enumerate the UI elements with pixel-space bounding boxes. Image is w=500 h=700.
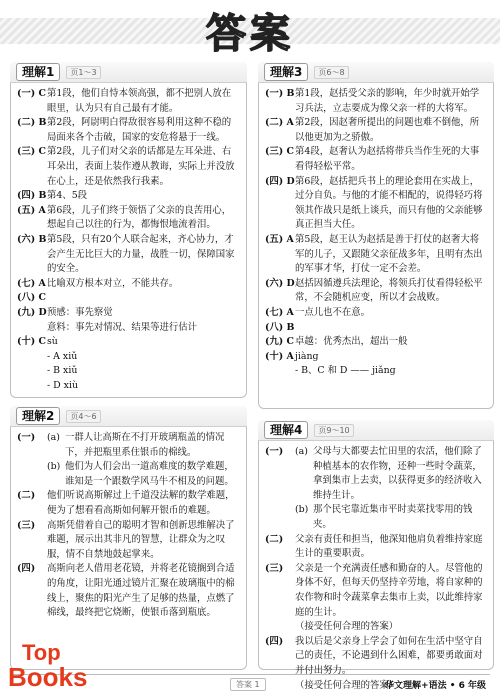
section-comprehension-1	[10, 62, 247, 398]
option-mark: - D	[47, 379, 61, 391]
answer-item	[265, 87, 487, 116]
answer-item	[17, 291, 240, 306]
page-header	[0, 0, 500, 60]
page-range-badge: 页6～8	[314, 66, 348, 79]
page-range-badge: 页9～10	[314, 424, 353, 437]
subitem-mark: (b)	[295, 504, 309, 516]
answer-mark: (二) B	[17, 117, 47, 129]
answer-list	[259, 87, 493, 383]
answer-item	[265, 562, 487, 620]
answer-text: 第2段，儿子们对父亲的话都是左耳朵进、右耳朵出，表面上装作遵从教诲，实际上并没放在心上，还是依然我行我素。	[47, 146, 235, 187]
answer-item	[265, 533, 487, 562]
answer-mark: (一) C	[17, 88, 46, 99]
answer-mark: (四)	[17, 563, 36, 575]
answer-mark: (四)	[265, 635, 284, 647]
option-mark: - B	[47, 365, 61, 377]
page-number: 答案 1	[230, 678, 266, 691]
section-header	[258, 420, 494, 441]
answer-mark: (三) C	[265, 146, 294, 158]
answer-text	[295, 321, 487, 336]
answer-mark: (三) C	[17, 146, 46, 158]
option-text: xiǔ	[62, 350, 78, 362]
answer-text: 预感：事先察觉	[47, 306, 113, 318]
answer-item	[17, 431, 240, 489]
section-comprehension-2	[10, 406, 247, 670]
section-header	[10, 62, 247, 83]
answer-item	[17, 519, 240, 563]
answer-item	[265, 306, 487, 321]
answer-sublist	[295, 445, 487, 533]
answer-mark: (二)	[265, 533, 284, 545]
answer-mark: (十) A	[265, 350, 294, 362]
subitem-text: 他们为人们会出一道高难度的数学难题，谁知是一个跟数学风马牛不相及的问题。	[65, 461, 234, 487]
section-label: 理解3	[264, 63, 308, 81]
answer-list	[11, 431, 246, 625]
answer-text	[47, 291, 240, 306]
topbooks-watermark-logo	[8, 640, 148, 692]
subitem-mark: (a)	[295, 446, 308, 457]
answer-mark: (五) A	[265, 233, 294, 245]
subitem-mark: (a)	[47, 432, 60, 443]
answer-pinyin: sù	[47, 336, 58, 348]
answer-mark: (四) D	[265, 175, 295, 187]
answer-mark: (二) A	[265, 117, 294, 129]
answer-mark: (八) C	[17, 292, 46, 304]
answer-text: 第2段，阿尉明白得敌很容易利用这种不稳的局面来各个击破，国家的安危将悬于一线。	[47, 117, 232, 143]
page-range-badge: 页4～6	[66, 410, 100, 423]
section-label: 理解1	[16, 63, 60, 81]
answer-mark: (四) B	[17, 190, 47, 202]
answer-item	[265, 335, 487, 350]
answer-text: 高斯凭借着自己的聪明才智和创新思维解决了难题，展示出其非凡的智慧，让群众为之叹服，情不自禁地鼓起掌来。	[47, 519, 235, 560]
answer-text: 比喻双方根本对立，不能共存。	[47, 277, 179, 289]
answer-mark: (三)	[265, 562, 284, 574]
answer-mark: (十) C	[17, 336, 46, 348]
pinyin-option: - B、C 和 D —— jiǎng	[295, 365, 396, 377]
option-text: xiǔ	[63, 365, 78, 377]
answer-subitem	[295, 503, 487, 532]
answer-mark: (一)	[265, 446, 284, 457]
answer-mark: (六) D	[265, 277, 295, 289]
answer-text: 我以后是父亲身上学会了如何在生活中坚守自己的责任，不论遇到什么困难，都要勇敢面对并付出努力。	[295, 635, 483, 676]
answer-mark: (七) A	[17, 277, 46, 289]
answer-item	[265, 350, 487, 365]
answer-text: 第5段，赵王认为赵括是善于打仗的赵奢大将军的儿子，又跟随父亲征战多年，且明有杰出的军事才华，打仗一定不会差。	[295, 233, 483, 275]
answer-item	[265, 277, 487, 306]
section-header	[258, 62, 494, 83]
subitem-text: 父母与大都要去忙田里的农活，他们除了种植基本的农作物，还种一些时令蔬菜，拿到集市上去卖，以获得更多的经济收入维持生计。	[313, 446, 482, 501]
answer-mark: (三)	[17, 519, 36, 531]
option-mark: - A	[47, 350, 60, 362]
page-range-badge: 页1～3	[66, 66, 100, 79]
section-label: 理解4	[264, 421, 308, 439]
answer-mark: (一) B	[265, 88, 295, 99]
subitem-text: 一群人让高斯在不打开玻璃瓶盖的情况下，并把瓶里系住银币的棉线。	[65, 432, 225, 458]
answer-mark: (二)	[17, 490, 36, 502]
answer-text: 第4段，赵奢认为赵括将带兵当作生死的大事看得轻松平常。	[295, 146, 480, 172]
answer-text: 高斯向老人借用老花镜，并将老花镜搁到合适的角度，让阳光通过镜片汇聚在玻璃瓶中的棉线上，聚焦的阳光产生了足够的热量，点燃了棉线，最终把它烧断，使银币落到瓶底。	[47, 563, 235, 619]
page-title: 答案	[206, 11, 294, 57]
answer-text: 一点儿也不在意。	[295, 306, 371, 318]
answer-text: 他们听说高斯解过上千道没法解的数学难题，便为了想看看高斯如何解开银币的难题。	[47, 490, 235, 516]
answer-text: 第2段，因赵奢所提出的问题也难不倒他，所以他更加为之骄傲。	[295, 117, 480, 143]
answer-item	[17, 489, 240, 518]
answer-mark: (一)	[17, 432, 36, 443]
answer-item	[265, 445, 487, 533]
answer-item	[17, 562, 240, 620]
answer-text: 父亲有责任和担当，他深知他肩负着维持家庭生计的重要职责。	[295, 533, 483, 560]
answer-item	[17, 233, 240, 277]
answer-pinyin: jiàng	[295, 350, 319, 362]
answer-subitem	[47, 460, 240, 489]
answer-mark: (八) B	[265, 321, 295, 333]
answer-item	[265, 145, 487, 174]
option-text: xiù	[63, 379, 78, 391]
answer-note: （接受任何合理的答案）	[295, 679, 399, 691]
answer-note: （接受任何合理的答案）	[295, 621, 399, 633]
answer-item	[17, 277, 240, 292]
answer-extra-line: 意料：事先对情况、结果等进行估计	[47, 321, 198, 333]
pinyin-option	[17, 350, 240, 365]
section-label: 理解2	[16, 407, 60, 425]
answer-item	[17, 335, 240, 350]
answer-item	[17, 145, 240, 189]
subitem-mark: (b)	[47, 461, 61, 473]
pinyin-option	[17, 379, 240, 394]
answer-text: 父亲是一个充满责任感和勤奋的人。尽管他的身体不好，但每天仍坚持辛劳地，将自家种的农作物和时令蔬菜拿去集市上卖，以此维持家庭的生计。	[295, 562, 483, 618]
answer-text: 第4、5段	[47, 190, 88, 202]
answer-mark: (七) A	[265, 306, 294, 318]
answer-text: 第6段，赵括把兵书上的理论套用在实战上，过分自负。与他的才能不相配的，说得轻巧将领其作战只是纸上谈兵，而只有他的父亲能够真正担当大任。	[295, 175, 483, 231]
answer-item	[265, 116, 487, 145]
answer-subitem	[47, 431, 240, 460]
watermark-books-text: Books	[8, 662, 88, 692]
section-header	[10, 406, 247, 427]
answer-item	[265, 233, 487, 277]
answer-item	[17, 306, 240, 321]
watermark-top-text: Top	[22, 640, 61, 665]
answer-item	[265, 175, 487, 233]
answer-item	[17, 204, 240, 233]
pinyin-option	[17, 364, 240, 379]
answer-item	[17, 189, 240, 204]
answer-mark: (五) A	[17, 204, 46, 216]
answer-text: 第6段，儿子们终于领悟了父亲的良苦用心，想起自己以往的行为，都悔恨地流着泪。	[47, 204, 232, 231]
answer-list	[11, 87, 246, 397]
answer-text: 赵括因循遵兵法理论，将领兵打仗看得轻松平常，不会随机应变，所以才会战败。	[295, 277, 483, 304]
answer-item	[17, 116, 240, 145]
answer-text: 第1段，他们自恃本领高强，都不把别人放在眼里，认为只有自己最有才能。	[47, 88, 232, 114]
book-series-title: 华文理解+语法 • 6 年级	[385, 681, 486, 691]
answer-text: 第5段，只有20个人联合起来，齐心协力，才会产生无比巨大的力量，战胜一切，保障国家的安全。	[47, 233, 235, 275]
answer-mark: (九) D	[17, 306, 47, 318]
subitem-text: 那个民宅靠近集市平时卖菜找零用的钱夹。	[313, 504, 473, 530]
answer-mark: (九) C	[265, 336, 294, 348]
answer-mark: (六) B	[17, 233, 47, 245]
answer-subitem	[295, 445, 487, 503]
answer-text: 第1段，赵括受父亲的影响，年少时就开始学习兵法，立志要成为像父亲一样的大将军。	[295, 88, 480, 114]
section-comprehension-3	[258, 62, 494, 409]
answer-item	[17, 87, 240, 116]
answer-text: 卓越：优秀杰出，超出一般	[295, 336, 408, 348]
answer-list	[259, 445, 493, 697]
answer-item	[265, 321, 487, 336]
answer-sublist	[47, 431, 240, 489]
